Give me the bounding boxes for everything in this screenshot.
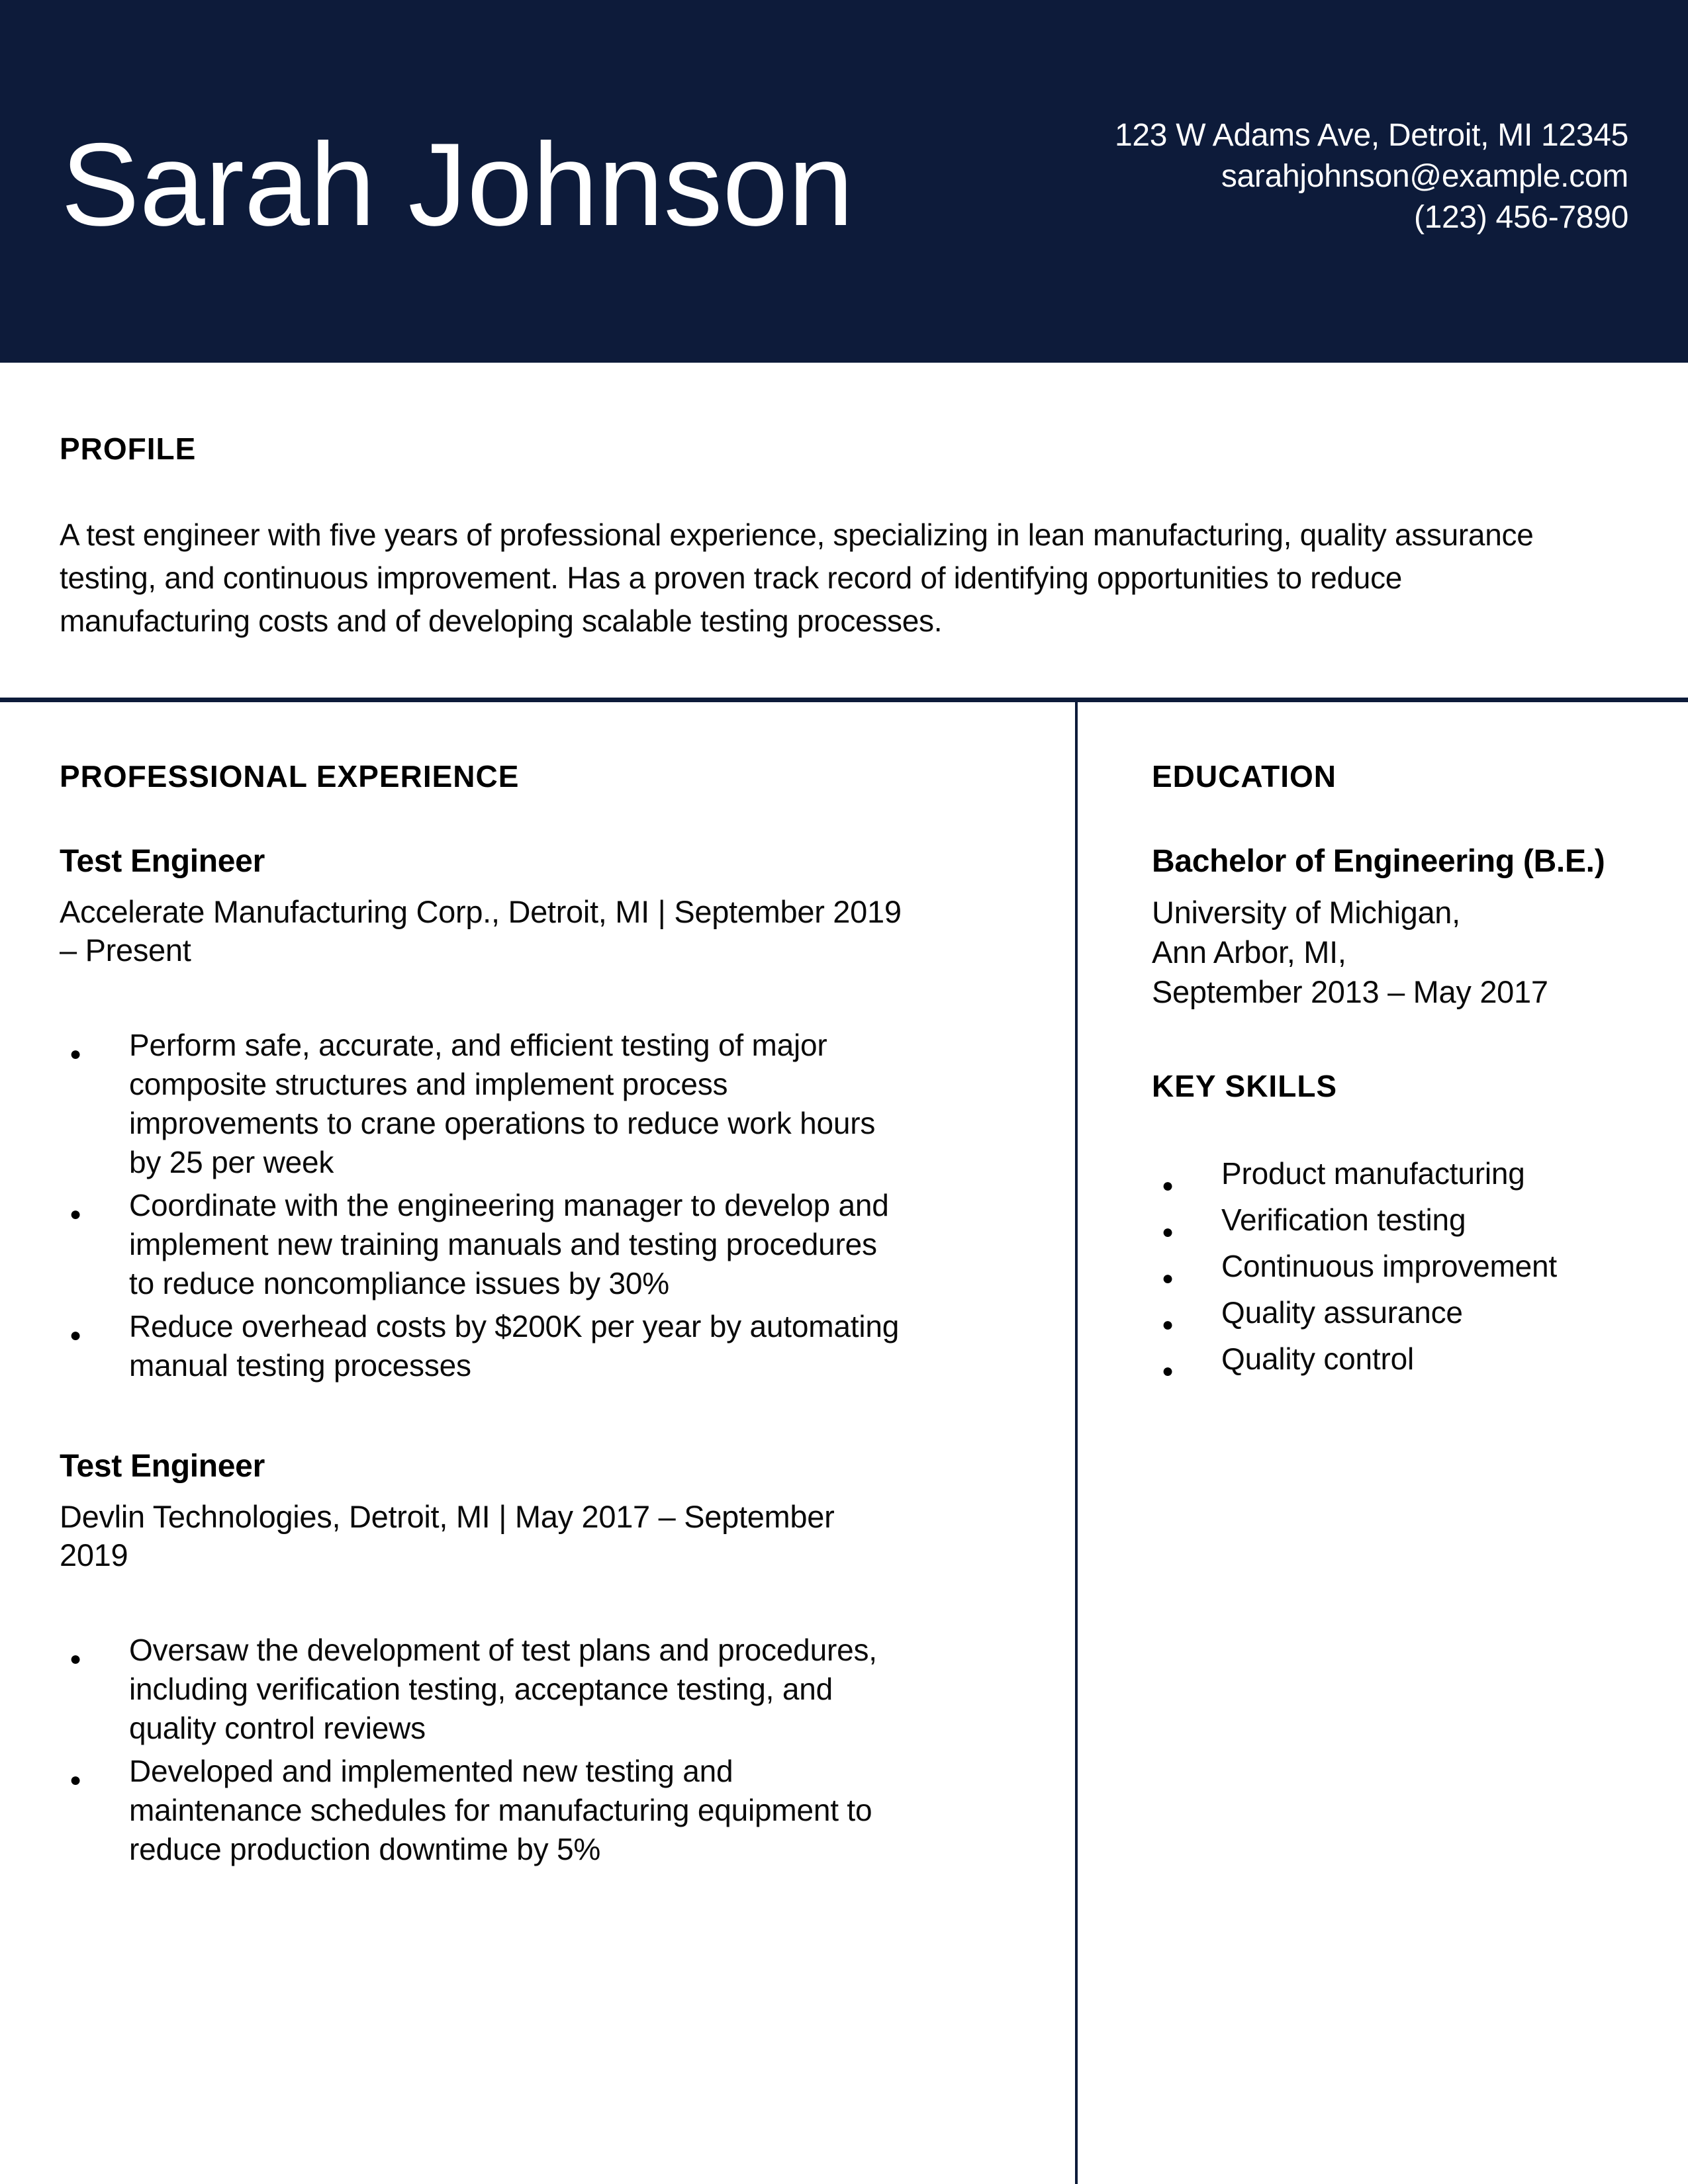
person-name: Sarah Johnson <box>61 118 854 250</box>
skills-list <box>1152 1150 1655 1382</box>
skill-text: Verification testing <box>1221 1203 1466 1237</box>
columns-area <box>0 702 1688 2184</box>
skill-text: Continuous improvement <box>1221 1249 1557 1283</box>
skill-item <box>1152 1243 1655 1289</box>
bullet-text: Reduce overhead costs by $200K per year by automating manual testing processes <box>129 1309 900 1383</box>
job-bullet <box>60 1752 1013 1869</box>
bullet-text: Perform safe, accurate, and efficient testing of major composite structures and implement process improvements to crane operations to reduce work hours by 25 per week <box>129 1028 876 1179</box>
horizontal-divider <box>0 698 1688 702</box>
skill-text: Product manufacturing <box>1221 1156 1525 1191</box>
bullet-text: Developed and implemented new testing and maintenance schedules for manufacturing equipment to reduce production downtime by 5% <box>129 1754 872 1866</box>
bullet-dot-icon: ● <box>70 1043 81 1065</box>
job-bullet <box>60 1026 1013 1182</box>
education-location: Ann Arbor, MI, <box>1152 934 1346 970</box>
profile-section <box>60 363 1630 643</box>
job-bullet <box>60 1631 1013 1748</box>
bullet-dot-icon: ● <box>1162 1221 1174 1243</box>
profile-paragraph: A test engineer with five years of professional experience, specializing in lean manufacturing, quality assurance testing, and continuous improvement. Has a proven track record of identifying opportunities to reduce manufacturing costs and of developing scalable testing processes. <box>60 518 1534 638</box>
job-entry <box>60 843 1013 1385</box>
job-meta: Devlin Technologies, Detroit, MI | May 2017 – September 2019 <box>60 1499 835 1572</box>
contact-address: 123 W Adams Ave, Detroit, MI 12345 <box>1115 118 1628 153</box>
job-title: Test Engineer <box>60 1449 265 1484</box>
education-details <box>1152 893 1655 1012</box>
bullet-dot-icon: ● <box>70 1203 81 1225</box>
skill-item <box>1152 1197 1655 1243</box>
experience-heading: PROFESSIONAL EXPERIENCE <box>60 759 520 794</box>
skill-text: Quality assurance <box>1221 1295 1463 1330</box>
job-bullet-list <box>60 1026 1013 1385</box>
bullet-text: Oversaw the development of test plans and procedures, including verification testing, acceptance testing, and quality control reviews <box>129 1633 877 1745</box>
contact-phone: (123) 456-7890 <box>1413 200 1628 235</box>
skill-item <box>1152 1150 1655 1197</box>
experience-column <box>60 702 1013 1869</box>
skill-item <box>1152 1289 1655 1336</box>
bullet-dot-icon: ● <box>70 1769 81 1791</box>
bullet-text: Coordinate with the engineering manager to develop and implement new training manuals and testing procedures to reduce noncompliance issues by 30% <box>129 1188 889 1300</box>
bullet-dot-icon: ● <box>70 1648 81 1670</box>
bullet-dot-icon: ● <box>1162 1314 1174 1336</box>
bullet-dot-icon: ● <box>70 1324 81 1346</box>
bullet-dot-icon: ● <box>1162 1267 1174 1289</box>
job-bullet <box>60 1307 1013 1385</box>
sidebar-column <box>1152 702 1655 1382</box>
education-heading: EDUCATION <box>1152 759 1337 794</box>
education-school: University of Michigan, <box>1152 895 1460 930</box>
contact-email: sarahjohnson@example.com <box>1221 159 1628 194</box>
skills-heading: KEY SKILLS <box>1152 1069 1338 1103</box>
job-meta: Accelerate Manufacturing Corp., Detroit, MI | September 2019 – Present <box>60 894 902 968</box>
job-bullet <box>60 1186 1013 1303</box>
profile-heading: PROFILE <box>60 432 197 466</box>
job-bullet-list <box>60 1631 1013 1869</box>
bullet-dot-icon: ● <box>1162 1360 1174 1382</box>
education-dates: September 2013 – May 2017 <box>1152 974 1548 1009</box>
header-band <box>0 0 1688 363</box>
job-entry <box>60 1448 1013 1869</box>
skill-text: Quality control <box>1221 1342 1415 1376</box>
vertical-divider <box>1075 702 1078 2184</box>
bullet-dot-icon: ● <box>1162 1175 1174 1197</box>
degree-title: Bachelor of Engineering (B.E.) <box>1152 844 1605 879</box>
skill-item <box>1152 1336 1655 1382</box>
job-title: Test Engineer <box>60 844 265 879</box>
contact-block <box>1115 115 1628 238</box>
